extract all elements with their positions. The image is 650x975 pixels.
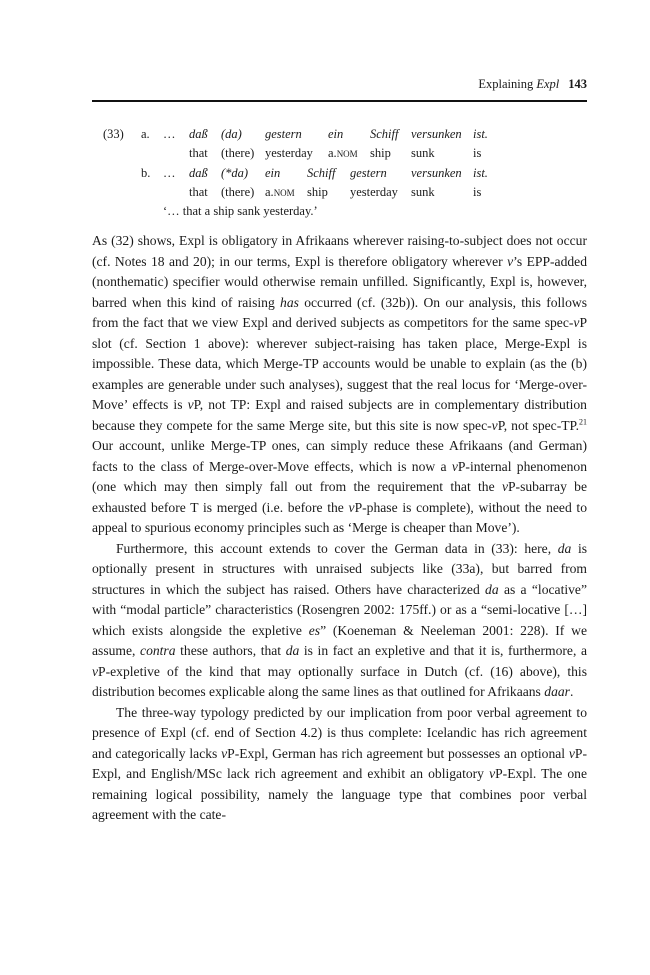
example-word: Schiff [307, 166, 336, 180]
example-gloss: (there) [221, 146, 255, 160]
running-header [92, 77, 587, 97]
example-gloss: is [473, 185, 482, 199]
paragraph-2: Furthermore, this account extends to cover the German data in (33): here, da is optionally present in structures with unraised subjects like (33a), but barred from structures in which the subject has raised. Others have characterized da as a “locative” with “modal particle” characteristics (Rosengren 2002: 175ff.) or as a “semi-locative […] which exists alongside the expletive es” (Koeneman & Neeleman 2001: 228). If we assume, contra these authors, that da is in fact an expletive and that it is, furthermore, a vP-expletive of the kind that may optionally surface in Dutch (cf. (16) above), this distribution becomes explicable along the same lines as that outlined for Afrikaans daar. [92, 540, 588, 699]
example-gloss: sunk [411, 146, 435, 160]
example-number: (33) [103, 127, 124, 141]
example-word: ein [328, 127, 344, 141]
body-text [92, 231, 587, 826]
example-translation: ‘… that a ship sank yesterday.’ [163, 204, 318, 218]
example-a-label: a. [141, 127, 150, 141]
example-gloss: ship [307, 185, 328, 199]
example-word: ist. [473, 127, 488, 141]
example-a-ellipsis: … [163, 127, 176, 141]
paragraph-1: As (32) shows, Expl is obligatory in Afrikaans wherever raising-to-subject does not occur (cf. Notes 18 and 20); in our terms, Expl is therefore obligatory wherever v’s EPP-added (nonthematic) specifier would otherwise remain unfilled. Significantly, Expl is, however, barred when this kind of raising has occurred (cf. (32b)). On our analysis, this follows from the fact that we view Expl and derived subjects as competitors for the same spec-vP slot (cf. Section 1 above): wherever subject-raising has taken place, Merge-Expl is impossible. These data, which Merge-TP accounts would be unable to explain (as the (b) examples are generable under such analyses), suggest that the real locus for ‘Merge-over-Move’ effects is vP, not TP: Expl and raised subjects are in complementary distribution because they compete for the same Merge site, but this site is now spec-vP, not spec-TP.$^{21}$ Our account, unlike Merge-TP ones, can simply reduce these Afrikaans (and German) facts to the class of Merge-over-Move effects, which is now a vP-internal phenomenon (one which may then simply fall out from the requirement that the vP-subarray be exhausted before T is merged (i.e. before the vP-phase is complete), without the need to appeal to spurious economy principles such as ‘Merge is cheaper than Move’). [92, 233, 588, 535]
example-word: gestern [350, 166, 387, 180]
example-word: versunken [411, 166, 462, 180]
example-gloss: sunk [411, 185, 435, 199]
example-gloss: that [189, 185, 208, 199]
example-b-ellipsis: … [163, 166, 176, 180]
example-word: ist. [473, 166, 488, 180]
example-word: ein [265, 166, 281, 180]
example-b-label: b. [141, 166, 151, 180]
example-word: gestern [265, 127, 302, 141]
example-gloss: ship [370, 146, 391, 160]
example-word: Schiff [370, 127, 399, 141]
page-number: 143 [568, 77, 587, 91]
paragraph-3: The three-way typology predicted by our implication from poor verbal agreement to presence of Expl (cf. end of Section 4.2) is thus complete: Icelandic has rich agreement and categorically lacks vP-Expl, German has rich agreement but possesses an optional vP-Expl, and English/MSc lack rich agreement and exhibit an obligatory vP-Expl. The one remaining logical possibility, namely the language type that combines poor verbal agreement with the cate- [92, 704, 587, 822]
example-word: daß [189, 127, 208, 141]
example-gloss: yesterday [350, 185, 398, 199]
example-word: versunken [411, 127, 462, 141]
example-word: daß [189, 166, 208, 180]
header-rule [92, 100, 587, 102]
example-gloss: (there) [221, 185, 255, 199]
example-word: (da) [221, 127, 242, 141]
example-gloss: that [189, 146, 208, 160]
example-gloss: a.nom [328, 146, 358, 160]
running-title: Explaining Expl [478, 77, 560, 91]
example-gloss: a.nom [265, 185, 295, 199]
footnote-ref-21[interactable]: 21 [579, 416, 587, 426]
example-gloss: is [473, 146, 482, 160]
example-word: (*da) [221, 166, 249, 180]
example-gloss: yesterday [265, 146, 313, 160]
